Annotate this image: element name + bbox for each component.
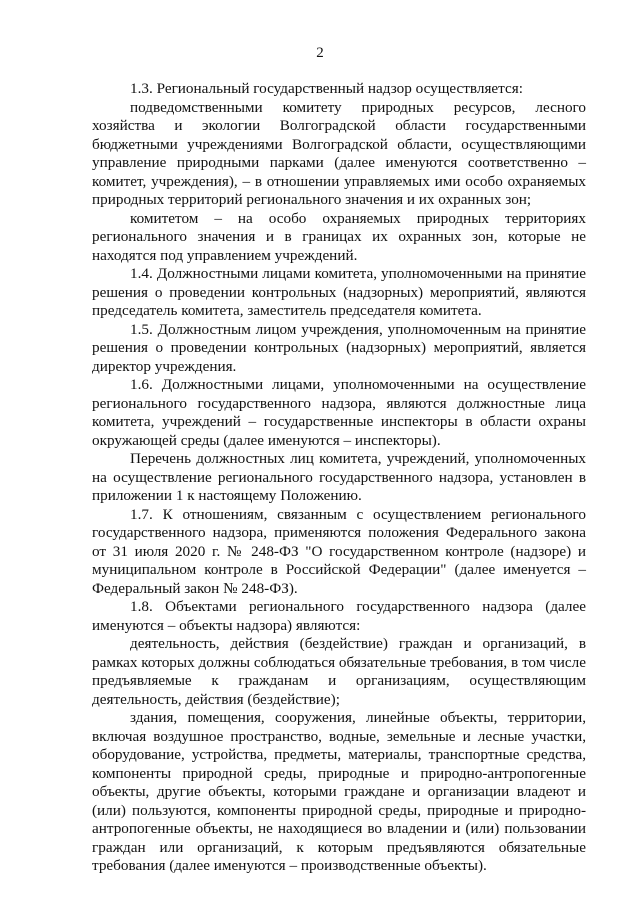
paragraph: подведомственными комитету природных ресурсов, лесного хозяйства и экологии Волгоградской области государственными бюджетными учреждениями Волгоградской области, осуществляющими управление природными парками (далее именуются соответственно – комитет, учреждения), – в отношении управляемых ими особо охраняемых природных территорий регионального значения и их охранных зон;	[92, 98, 586, 208]
paragraph: здания, помещения, сооружения, линейные объекты, территории, включая воздушное пространство, водные, земельные и лесные участки, оборудование, устройства, предметы, материалы, транспортные средства, компоненты природной среды, природные и природно-антропогенные объекты, другие объекты, которыми граждане и организации владеют и (или) пользуются, компоненты природной среды, природные и природно-антропогенные объекты, не находящиеся во владении и (или) пользовании граждан или организаций, к которым предъявляются обязательные требования (далее именуются – производственные объекты).	[92, 709, 586, 874]
paragraph: 1.5. Должностным лицом учреждения, уполномоченным на принятие решения о проведении контрольных (надзорных) мероприятий, является директор учреждения.	[92, 320, 586, 375]
document-body	[92, 80, 586, 876]
paragraph: 1.8. Объектами регионального государственного надзора (далее именуются – объекты надзора) являются:	[92, 598, 586, 634]
paragraph: Перечень должностных лиц комитета, учреждений, уполномоченных на осуществление регионального государственного надзора, установлен в приложении 1 к настоящему Положению.	[92, 450, 586, 504]
paragraph: 1.6. Должностными лицами, уполномоченными на осуществление регионального государственного надзора, являются должностные лица комитета, учреждений – государственные инспекторы в области охраны окружающей среды (далее именуются – инспекторы).	[92, 376, 586, 449]
paragraph: 1.4. Должностными лицами комитета, уполномоченными на принятие решения о проведении контрольных (надзорных) мероприятий, являются председатель комитета, заместитель председателя комитета.	[92, 265, 586, 319]
paragraph: деятельность, действия (бездействие) граждан и организаций, в рамках которых должны соблюдаться обязательные требования, в том числе предъявляемые к гражданам и организациям, осуществляющим деятельность, действия (бездействие);	[92, 635, 586, 708]
paragraph: 1.7. К отношениям, связанным с осуществлением регионального государственного надзора, применяются положения Федерального закона от 31 июля 2020 г. № 248-ФЗ "О государственном контроле (надзоре) и муниципальном контроле в Российской Федерации" (далее именуется – Федеральный закон № 248-ФЗ).	[92, 505, 586, 597]
paragraph: 1.3. Региональный государственный надзор осуществляется:	[130, 80, 523, 97]
paragraph: комитетом – на особо охраняемых природных территориях регионального значения и в границах их охранных зон, которые не находятся под управлением учреждений.	[92, 209, 586, 264]
page-number: 2	[316, 45, 324, 61]
